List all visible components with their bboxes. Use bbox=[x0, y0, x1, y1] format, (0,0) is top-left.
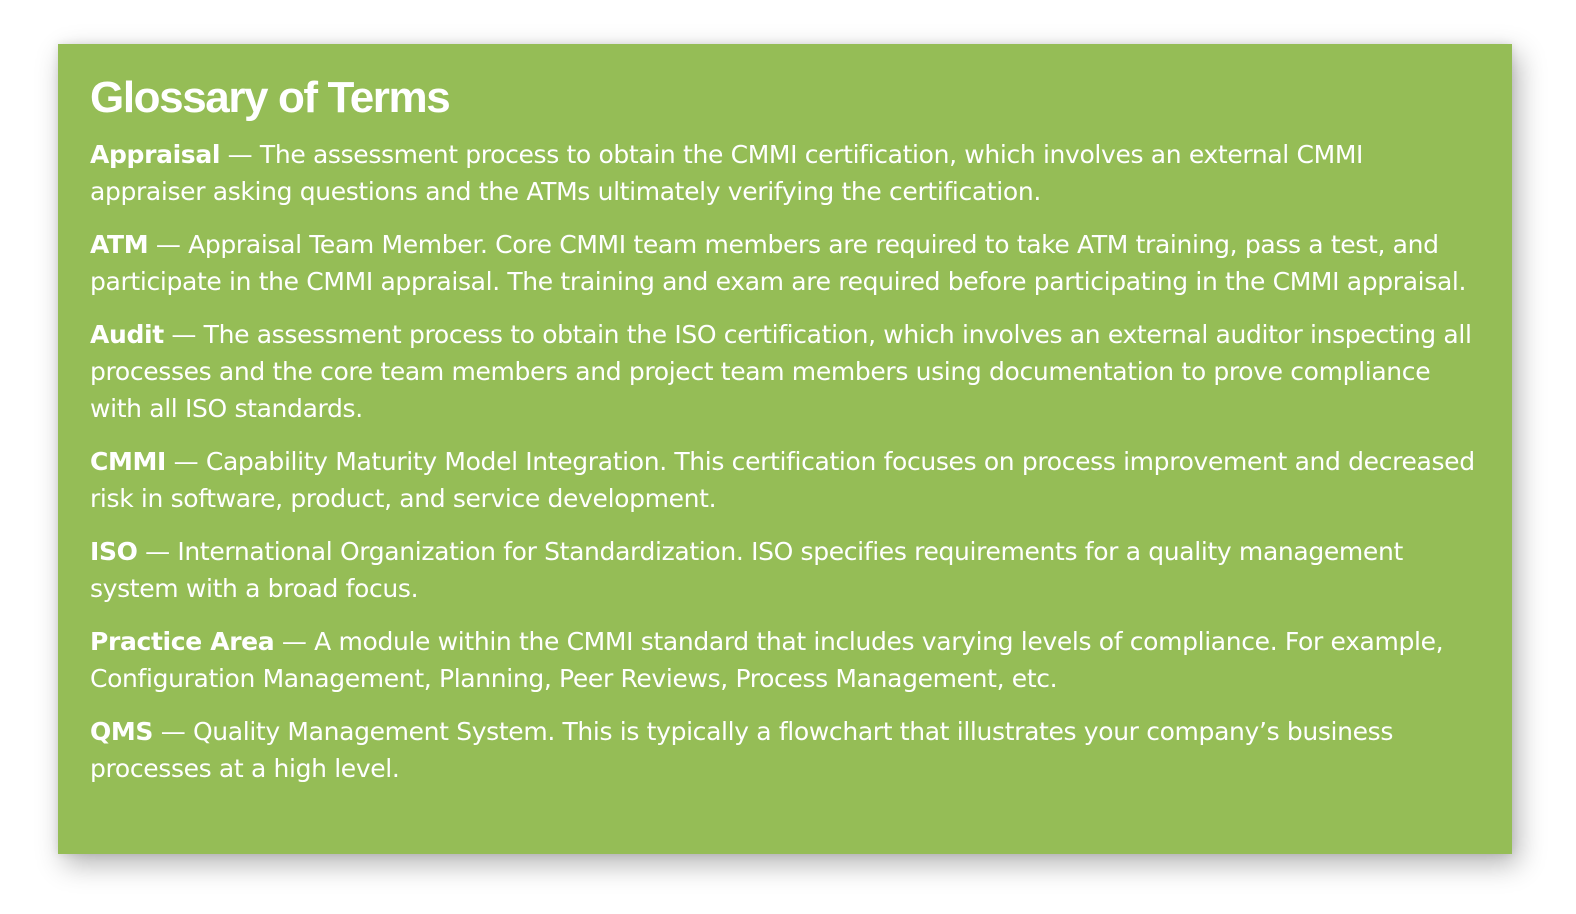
term-separator: — bbox=[220, 140, 260, 169]
glossary-entry-qms bbox=[90, 713, 1484, 787]
glossary-entry-appraisal bbox=[90, 136, 1484, 210]
glossary-definition: Capability Maturity Model Integration. This certification focuses on process improvement and decreased risk in software, product, and service development. bbox=[90, 447, 1475, 513]
glossary-entry-atm bbox=[90, 226, 1484, 300]
glossary-term: Audit bbox=[90, 320, 164, 349]
glossary-definition: Appraisal Team Member. Core CMMI team members are required to take ATM training, pass a test, and participate in the CMMI appraisal. The training and exam are required before participating in the CMMI appraisal. bbox=[90, 230, 1467, 296]
glossary-definition: A module within the CMMI standard that includes varying levels of compliance. For example, Configuration Management, Planning, Peer Reviews, Process Management, etc. bbox=[90, 627, 1444, 693]
glossary-title: Glossary of Terms bbox=[90, 73, 450, 122]
glossary-definition: Quality Management System. This is typically a flowchart that illustrates your company’s business processes at a high level. bbox=[90, 717, 1394, 783]
glossary-term: QMS bbox=[90, 717, 154, 746]
glossary-term: Practice Area bbox=[90, 627, 275, 656]
glossary-definition: International Organization for Standardization. ISO specifies requirements for a quality management system with a broad focus. bbox=[90, 537, 1403, 603]
term-separator: — bbox=[163, 320, 204, 349]
term-separator: — bbox=[148, 230, 189, 259]
glossary-term: ISO bbox=[90, 537, 138, 566]
glossary-entry-cmmi bbox=[90, 443, 1484, 517]
glossary-term: ATM bbox=[90, 230, 149, 259]
glossary-list bbox=[90, 136, 1484, 787]
glossary-definition: The assessment process to obtain the ISO certification, which involves an external auditor inspecting all processes and the core team members and project team members using documentation to prove compliance with all ISO standards. bbox=[90, 320, 1472, 423]
glossary-card bbox=[58, 44, 1512, 854]
glossary-entry-practice-area bbox=[90, 623, 1484, 697]
term-separator: — bbox=[137, 537, 178, 566]
term-separator: — bbox=[274, 627, 315, 656]
glossary-term: Appraisal bbox=[90, 140, 221, 169]
glossary-entry-iso bbox=[90, 533, 1484, 607]
glossary-term: CMMI bbox=[90, 447, 167, 476]
glossary-definition: The assessment process to obtain the CMMI certification, which involves an external CMMI appraiser asking questions and the ATMs ultimately verifying the certification. bbox=[90, 140, 1364, 206]
glossary-entry-audit bbox=[90, 316, 1484, 427]
term-separator: — bbox=[166, 447, 206, 476]
term-separator: — bbox=[153, 717, 193, 746]
